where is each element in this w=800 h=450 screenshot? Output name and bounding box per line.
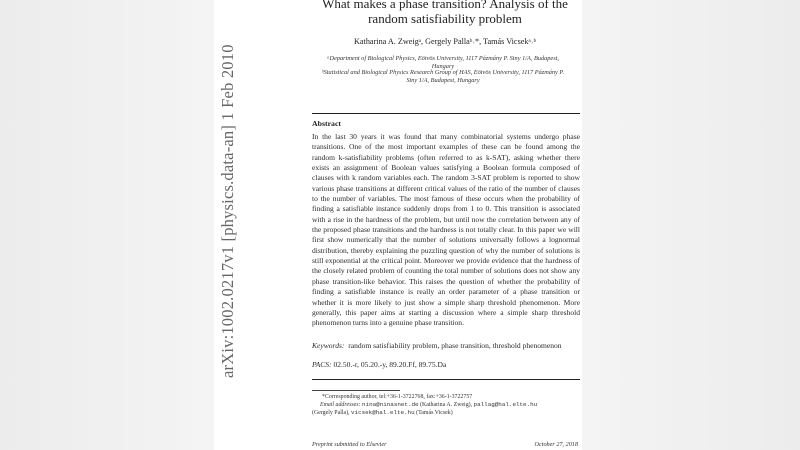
email-name-palla: (Gergely Palla), [312,410,350,416]
footnote-rule [312,390,400,391]
pacs [312,360,580,369]
email-footnote-cont [312,409,580,417]
email-name-zweig: (Katharina A. Zweig), [420,402,473,408]
abstract-bottom-rule [312,379,580,380]
email-link-zweig[interactable]: nina@ninasnet.de [362,401,419,408]
email-name-vicsek: (Tamás Vicsek) [416,410,453,416]
paper-page [214,0,582,450]
keywords [312,341,580,351]
email-link-vicsek[interactable]: vicsek@hal.elte.hu [351,409,415,416]
email-link-palla[interactable]: pallag@hal.elte.hu [473,401,538,408]
affiliation-b: ᵇStatistical and Biological Physics Research Group of HAS, Eötvös University, 1117 Pázmány P. Stny 1/A, Budapest, Hungary [321,69,565,85]
right-pillarbox [582,0,800,450]
email-label: Email addresses: [320,402,361,408]
abstract-top-rule [312,113,580,114]
left-pillarbox [0,0,214,450]
keywords-label: Keywords: [312,341,345,350]
email-footnote [320,401,582,409]
paper-title: What makes a phase transition? Analysis of the random satisfiability problem [322,0,568,26]
corresponding-author-footnote: *Corresponding author, tel:+36-1-3722768, fax:+36-1-3722757 [322,394,473,400]
pacs-value: 02.50.-r, 05.20.-y, 89.20.Ff, 89.75.Da [333,360,447,369]
abstract-text: In the last 30 years it was found that many combinatorial systems undergo phase transitions. One of the most important examples of these can be found among the random k-satisfiability problems (often referred to as k-SAT), asking whether there exists an assignment of Boolean values satisfying a Boolean formula composed of clauses with k random variables each. The random 3-SAT problem is reported to show various phase transitions at different critical values of the ratio of the number of clauses to the number of variables. The most famous of these occurs when the probability of finding a satisfiable instance suddenly drops from 1 to 0. This transition is associated with a rise in the hardness of the problem, but until now the correlation between any of the proposed phase transitions and the hardness is not totally clear. In this paper we will first show numerically that the number of solutions universally follows a lognormal distribution, thereby explaining the puzzling question of why the number of solutions is still exponential at the critical point. Moreover we provide evidence that the hardness of the closely related problem of counting the total number of solutions does not show any phase transition-like behavior. This raises the question of whether the probability of finding a satisfiable instance is really an order parameter of a phase transition or whether it is more likely to just show a simple sharp threshold phenomenon. More generally, this paper aims at starting a discussion where a simple sharp threshold phenomenon turns into a genuine phase transition. [312,132,580,328]
preprint-date: October 27, 2018 [534,441,578,448]
abstract-heading: Abstract [312,119,342,128]
affiliation-a: ᵃDepartment of Biological Physics, Eötvös University, 1117 Pázmány P. Stny 1/A, Budapest, Hungary [327,55,559,71]
arxiv-identifier: arXiv:1002.0217v1 [physics.data-an] 1 Feb 2010 [218,44,237,378]
keywords-value: random satisfiability problem, phase transition, threshold phenomenon [348,341,562,350]
preprint-note: Preprint submitted to Elsevier [312,441,387,448]
author-list: Katharina A. Zweigᵃ, Gergely Pallaᵇ˒*, Tamás Vicsekᵃ˒ᵇ [354,37,536,46]
pacs-label: PACS: [312,360,332,369]
